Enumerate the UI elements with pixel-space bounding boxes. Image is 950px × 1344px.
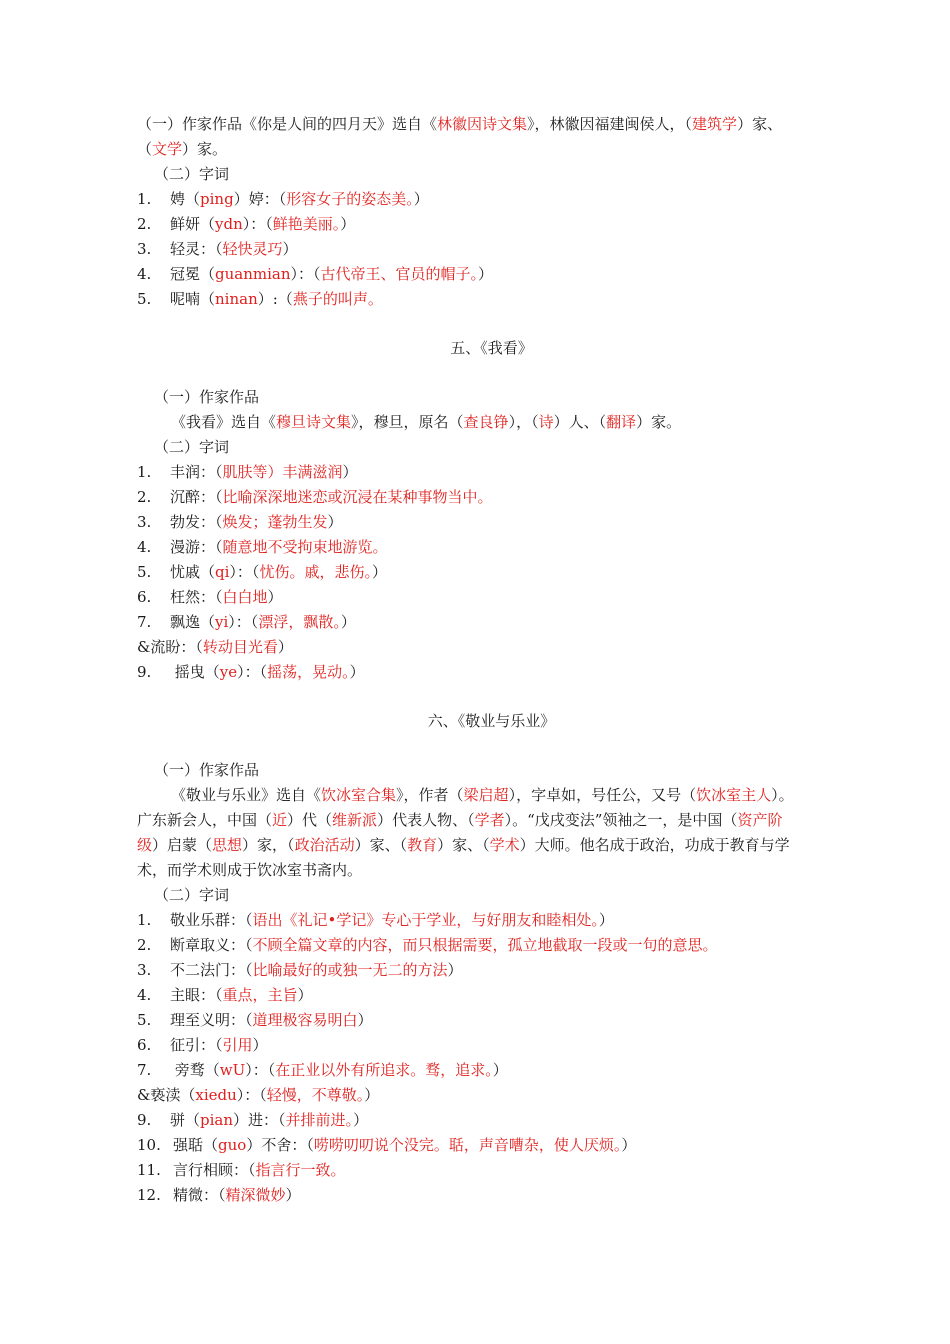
text-segment: ） [349, 663, 365, 681]
item-number: 5. [137, 290, 152, 308]
s4-intro [137, 112, 801, 162]
answer-text: 学者 [474, 811, 505, 829]
item-number: 10. [137, 1136, 161, 1154]
answer-text: 近 [272, 811, 288, 829]
text-segment: 言行相顾：（ [173, 1161, 256, 1179]
answer-text: 轻快灵巧 [222, 240, 283, 258]
vocab-item [137, 1083, 801, 1108]
item-number: 1. [137, 911, 152, 929]
answer-text: 教育 [407, 836, 438, 854]
text-segment: 强聒（ [173, 1136, 219, 1154]
item-number: 2. [137, 488, 152, 506]
vocab-item [137, 1008, 801, 1033]
vocab-item [137, 1108, 801, 1133]
vocab-item [137, 585, 801, 610]
s5-title: 五、《我看》 [450, 339, 533, 357]
text-segment: ），（ [508, 413, 539, 431]
text-segment: 断章取义：（ [170, 936, 253, 954]
item-number: 4. [137, 538, 152, 556]
text-segment: 》，作者（ [396, 786, 464, 804]
answer-text: guo [218, 1136, 247, 1154]
answer-text: 并排前进。 [285, 1111, 354, 1129]
answer-text: 忧伤。戚，悲伤。 [259, 563, 372, 581]
s6-intro [137, 783, 801, 883]
answer-text: 饮冰室合集 [321, 786, 397, 804]
answer-text: 指言行一致。 [255, 1161, 346, 1179]
answer-text: 思想 [212, 836, 243, 854]
answer-text: 精深微妙 [225, 1186, 286, 1204]
text-segment: 主眼：（ [170, 986, 223, 1004]
text-segment: 征引：（ [170, 1036, 223, 1054]
text-segment: ）家、（ [354, 836, 408, 854]
answer-text: 学术 [489, 836, 520, 854]
text-segment: 冠冕（ [170, 265, 216, 283]
text-segment: ）。广东新会人，中国（ [137, 786, 794, 829]
answer-text: 查良铮 [463, 413, 509, 431]
answer-text: ninan [215, 290, 258, 308]
answer-text: 随意地不受拘束地游览。 [222, 538, 388, 556]
answer-text: qi [215, 563, 230, 581]
vocab-item [137, 983, 801, 1008]
text-segment: ）家、（ [137, 115, 783, 158]
text-segment: ）家，（ [242, 836, 295, 854]
text-segment: ）:（ [257, 290, 293, 308]
answer-text: ydn [215, 215, 243, 233]
text-segment: ）婷：（ [233, 190, 287, 208]
answer-text: 资产阶级 [137, 811, 783, 854]
answer-text: 形容女子的姿态美。 [286, 190, 414, 208]
text-segment: ） [297, 986, 313, 1004]
text-segment: ） [413, 190, 429, 208]
text-segment: &亵渎（ [137, 1086, 196, 1104]
text-segment: ）：（ [229, 563, 260, 581]
answer-text: 引用 [222, 1036, 253, 1054]
text-segment: ） [327, 513, 343, 531]
answer-text: 饮冰室主人 [696, 786, 772, 804]
text-segment: 》，林徽因福建闽侯人，（ [527, 115, 693, 133]
text-segment: ）：（ [228, 613, 259, 631]
item-number: 6. [137, 1036, 152, 1054]
text-segment: ）：（ [237, 663, 268, 681]
answer-text: ye [219, 663, 238, 681]
text-segment: ） [364, 1086, 380, 1104]
text-segment: ） [621, 1136, 637, 1154]
text-segment: ） [492, 1061, 508, 1079]
text-segment: ） [342, 463, 358, 481]
item-number: 4. [137, 265, 152, 283]
item-number: 2. [137, 215, 152, 233]
text-segment: 丰润：（ [170, 463, 223, 481]
text-segment: 《我看》选自《 [171, 413, 277, 431]
answer-text: xiedu [195, 1086, 237, 1104]
item-number: 3. [137, 240, 152, 258]
answer-text: guanmian [215, 265, 291, 283]
text-segment: ） [371, 563, 387, 581]
text-segment: 摇曳（ [170, 663, 220, 681]
answer-text: 古代帝王、官员的帽子。 [320, 265, 479, 283]
answer-text: 摇荡，晃动。 [267, 663, 350, 681]
text-segment: 敬业乐群：（ [170, 911, 253, 929]
text-segment: 《敬业与乐业》选自《 [171, 786, 322, 804]
text-segment: ） [252, 1036, 268, 1054]
text-segment: 勃发：（ [170, 513, 223, 531]
answer-text: 文学 [152, 140, 183, 158]
answer-text: wU [219, 1061, 246, 1079]
s6-title: 六、《敬业与乐业》 [427, 712, 556, 730]
s4-vocab-heading: （二）字词 [154, 165, 230, 183]
text-segment: 忧戚（ [170, 563, 216, 581]
text-segment: ）不舍：（ [246, 1136, 314, 1154]
answer-text: 建筑学 [692, 115, 738, 133]
item-number: 5. [137, 1011, 152, 1029]
answer-text: 诗 [538, 413, 554, 431]
text-segment: ）人、（ [553, 413, 607, 431]
text-segment: ）：（ [242, 215, 273, 233]
document-page [137, 112, 801, 1208]
text-segment: 漫游：（ [170, 538, 223, 556]
vocab-item [137, 287, 801, 312]
vocab-item [137, 510, 801, 535]
text-segment: 鲜妍（ [170, 215, 216, 233]
text-segment: 旁骛（ [170, 1061, 220, 1079]
text-segment: ）：（ [236, 1086, 267, 1104]
item-number: 3. [137, 961, 152, 979]
s6-vocab-heading: （二）字词 [154, 886, 230, 904]
item-number: 3. [137, 513, 152, 531]
text-segment: ） [282, 240, 298, 258]
answer-text: 在正业以外有所追求。骛，追求。 [275, 1061, 493, 1079]
s4-vocab-list [137, 187, 801, 312]
answer-text: 漂浮，飘散。 [258, 613, 341, 631]
text-segment: ）家。 [182, 140, 228, 158]
text-segment: 飘逸（ [170, 613, 216, 631]
answer-text: pian [200, 1111, 234, 1129]
vocab-item [137, 535, 801, 560]
text-segment: ）代表人物、（ [377, 811, 475, 829]
vocab-item [137, 1033, 801, 1058]
vocab-item [137, 660, 801, 685]
text-segment: ）家。 [636, 413, 682, 431]
answer-text: 穆旦诗文集 [276, 413, 352, 431]
text-segment: ）代（ [287, 811, 333, 829]
s6-vocab-list [137, 908, 801, 1208]
answer-text: 转动目光看 [202, 638, 278, 656]
text-segment: ）家、（ [437, 836, 490, 854]
text-segment: ），字卓如，号任公，又号（ [508, 786, 697, 804]
answer-text: 维新派 [332, 811, 378, 829]
s5-intro [137, 410, 801, 435]
text-segment: 呢喃（ [170, 290, 216, 308]
answer-text: 唠唠叨叨说个没完。聒，声音嘈杂，使人厌烦。 [313, 1136, 622, 1154]
text-segment: ） [353, 1111, 369, 1129]
answer-text: 重点，主旨 [222, 986, 298, 1004]
item-number: 9. [137, 1111, 152, 1129]
text-segment: 娉（ [170, 190, 201, 208]
vocab-item [137, 908, 801, 933]
text-segment: ）：（ [245, 1061, 276, 1079]
item-number: 9. [137, 663, 152, 681]
text-segment: ） [267, 588, 283, 606]
item-number: 11. [137, 1161, 161, 1179]
item-number: 7. [137, 613, 152, 631]
text-segment: 沉醉：（ [170, 488, 223, 506]
text-segment: 骈（ [170, 1111, 201, 1129]
vocab-item [137, 1133, 801, 1158]
vocab-item [137, 560, 801, 585]
answer-text: 鲜艳美丽。 [272, 215, 341, 233]
item-number: 1. [137, 463, 152, 481]
vocab-item [137, 187, 801, 212]
answer-text: yi [215, 613, 229, 631]
answer-text: 不顾全篇文章的内容，而只根据需要，孤立地截取一段或一句的意思。 [252, 936, 718, 954]
answer-text: 政治活动 [294, 836, 355, 854]
s5-author-heading: （一）作家作品 [154, 388, 260, 406]
item-number: 4. [137, 986, 152, 1004]
vocab-item [137, 610, 801, 635]
text-segment: （一）作家作品《你是人间的四月天》选自《 [137, 115, 438, 133]
vocab-item [137, 933, 801, 958]
answer-text: 翻译 [606, 413, 637, 431]
vocab-item [137, 1158, 801, 1183]
answer-text: 比喻深深地迷恋或沉浸在某种事物当中。 [222, 488, 493, 506]
item-number: 5. [137, 563, 152, 581]
s6-author-heading: （一）作家作品 [154, 761, 260, 779]
text-segment: 精微：（ [173, 1186, 226, 1204]
answer-text: 肌肤等）丰满滋润 [222, 463, 343, 481]
text-segment: ）。“戊戌变法”领袖之一，是中国（ [504, 811, 738, 829]
s5-vocab-list [137, 460, 801, 685]
answer-text: 梁启超 [463, 786, 509, 804]
text-segment: ）启蒙（ [152, 836, 213, 854]
text-segment: 枉然：（ [170, 588, 223, 606]
vocab-item [137, 212, 801, 237]
text-segment: ） [447, 961, 463, 979]
text-segment: ） [598, 911, 614, 929]
item-number: 12. [137, 1186, 161, 1204]
text-segment: 理至义明：（ [170, 1011, 253, 1029]
text-segment: 》，穆旦，原名（ [351, 413, 464, 431]
text-segment: ） [478, 265, 494, 283]
answer-text: 道理极容易明白 [252, 1011, 358, 1029]
answer-text: 比喻最好的或独一无二的方法 [252, 961, 448, 979]
text-segment: ） [340, 613, 356, 631]
vocab-item [137, 1058, 801, 1083]
answer-text: 白白地 [222, 588, 268, 606]
item-number: 2. [137, 936, 152, 954]
answer-text: ping [200, 190, 234, 208]
vocab-item [137, 1183, 801, 1208]
text-segment: ） [285, 1186, 301, 1204]
text-segment: ）进：（ [233, 1111, 286, 1129]
answer-text: 焕发；蓬勃生发 [222, 513, 328, 531]
text-segment: &流盼：（ [137, 638, 203, 656]
item-number: 6. [137, 588, 152, 606]
vocab-item [137, 635, 801, 660]
answer-text: 燕子的叫声。 [292, 290, 383, 308]
text-segment: ） [357, 1011, 373, 1029]
vocab-item [137, 262, 801, 287]
item-number: 7. [137, 1061, 152, 1079]
answer-text: 林徽因诗文集 [437, 115, 528, 133]
vocab-item [137, 485, 801, 510]
text-segment: 不二法门：（ [170, 961, 253, 979]
item-number: 1. [137, 190, 152, 208]
answer-text: 轻慢，不尊敬。 [266, 1086, 365, 1104]
text-segment: ）大师。他名成于政治，功成于教育与学术，而学术则成于饮冰室书斋内。 [137, 836, 790, 879]
vocab-item [137, 958, 801, 983]
text-segment: ） [340, 215, 356, 233]
s5-vocab-heading: （二）字词 [154, 438, 230, 456]
vocab-item [137, 237, 801, 262]
answer-text: 语出《礼记•学记》专心于学业，与好朋友和睦相处。 [252, 911, 599, 929]
text-segment: 轻灵：（ [170, 240, 223, 258]
vocab-item [137, 460, 801, 485]
text-segment: ）：（ [290, 265, 321, 283]
text-segment: ） [277, 638, 293, 656]
